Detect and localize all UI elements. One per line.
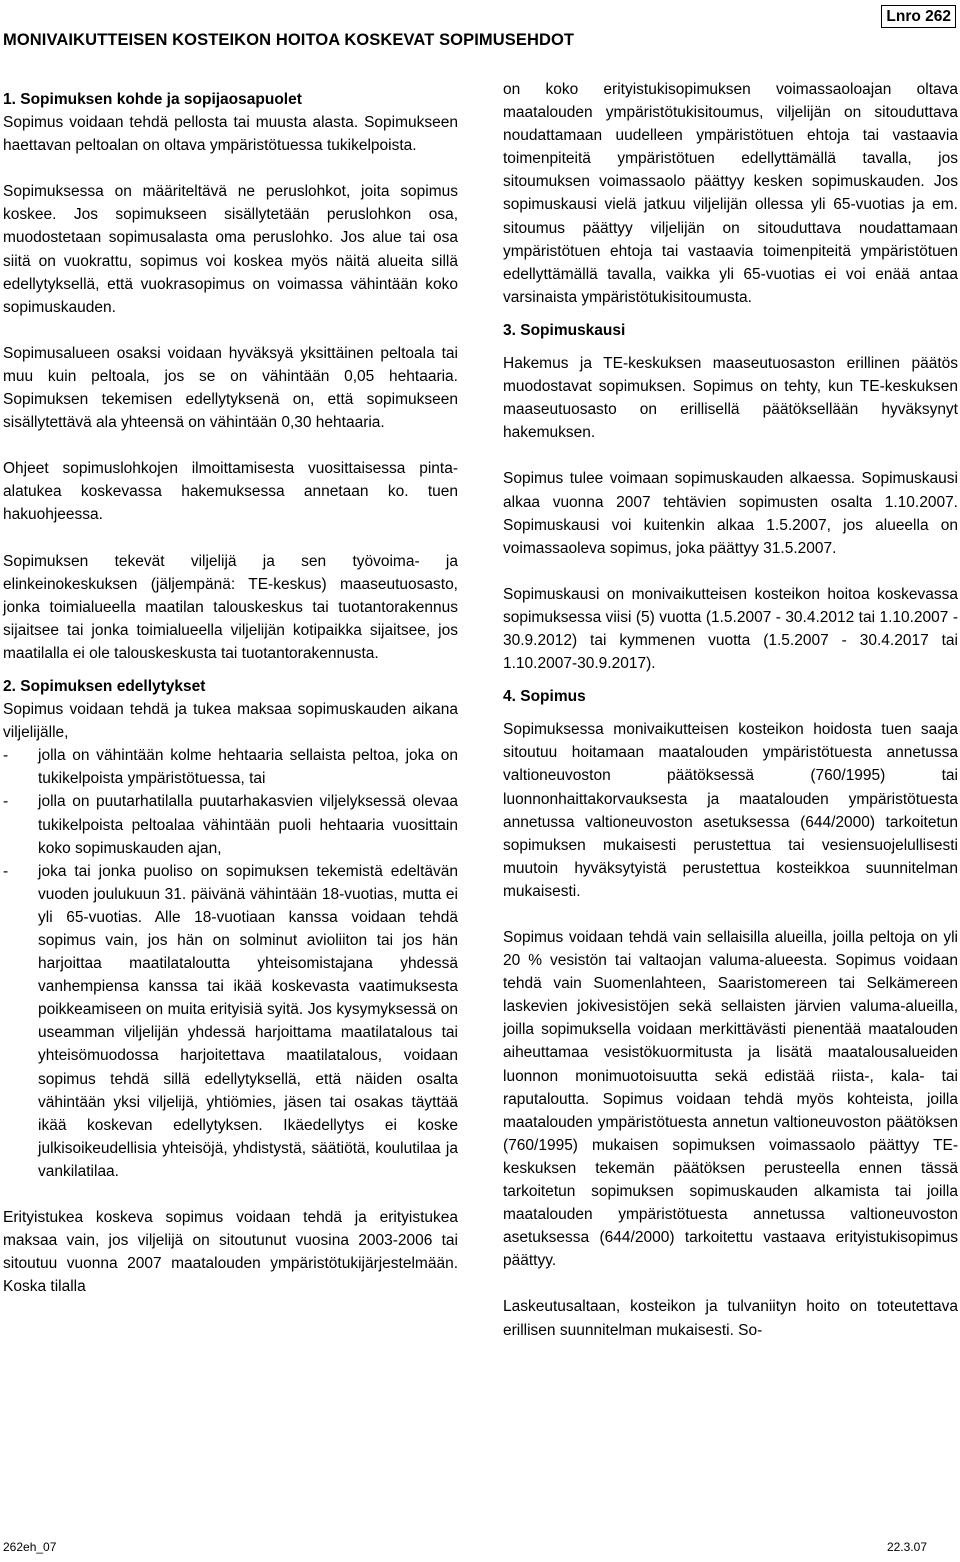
list-item <box>3 744 458 790</box>
footer-date: 22.3.07 <box>886 1540 927 1554</box>
list-item <box>3 790 458 859</box>
section-1-paragraph-5: Sopimuksen tekevät viljelijä ja sen työvoima- ja elinkeinokeskuksen (jäljempänä: TE-keskus) maaseutuosasto, jonka toimialueella maatilan talouskeskus tai tuotantorakennus sijaitsee tai jonka toimialueella viljelijän kotipaikka sijaitsee, jos maatilalla ei ole talouskeskusta tai tuotantorakennusta. <box>3 552 458 662</box>
section-2-heading: 2. Sopimuksen edellytykset <box>3 677 206 695</box>
footer-document-code: 262eh_07 <box>3 1540 57 1554</box>
section-1-paragraph-4: Ohjeet sopimuslohkojen ilmoittamisesta vuosittaisessa pinta-alatukea koskevassa hakemuksessa annetaan ko. tuen hakuohjeessa. <box>3 460 458 524</box>
section-4-paragraph-3: Laskeutusaltaan, kosteikon ja tulvaniityn hoito on toteutettava erillisen suunnitelman mukaisesti. So- <box>503 1298 958 1339</box>
list-dash: - <box>3 793 9 811</box>
section-2-paragraph-2: Erityistukea koskeva sopimus voidaan tehdä ja erityistukea maksaa vain, jos viljelijä on sitoutunut vuosina 2003-2006 tai sitoutuu vuonna 2007 maatalouden ympäristötukijärjestelmään. Koska tilalla <box>3 1209 458 1296</box>
list-item-text: jolla on puutarhatilalla puutarhakasvien viljelyksessä olevaa tukikelpoista peltoalaa vähintään puoli hehtaaria vuosittain koko sopimuskauden ajan, <box>38 793 458 857</box>
page-title: MONIVAIKUTTEISEN KOSTEIKON HOITOA KOSKEVAT SOPIMUSEHDOT <box>3 31 575 49</box>
section-2-paragraph-1: Sopimus voidaan tehdä ja tukea maksaa sopimuskauden aikana viljelijälle, <box>3 701 458 742</box>
right-column <box>503 78 958 1342</box>
section-3-heading: 3. Sopimuskausi <box>503 321 626 339</box>
list-item-text: jolla on vähintään kolme hehtaaria sellaista peltoa, joka on tukikelpoista ympäristötuessa, tai <box>38 747 458 788</box>
list-dash: - <box>3 747 9 765</box>
list-item <box>3 860 458 1183</box>
list-item-text: joka tai jonka puoliso on sopimuksen tekemistä edeltävän vuoden joulukuun 31. päivänä vähintään 18-vuotias, mutta ei yli 65-vuotias. Alle 18-vuotiaan kanssa voidaan tehdä sopimus vain, jos hän on solminut avioliiton tai jos hän harjoittaa maatilataloutta yhteisomistajana yhdessä vanhempiensa kanssa tai ikää koskevasta vaatimuksesta poikkeamiseen on muita erityisiä syitä. Jos kysymyksessä on useamman viljelijän yhdessä harjoittama maatilatalous tai yhteisömuodossa harjoitettava maatilatalous, voidaan sopimus tehdä sillä edellytyksellä, että näiden osalta vähintään yksi viljelijä, yhtiömies, jäsen tai osakas täyttää ikää koskevan edellytyksen. Ikäedellytys ei koske julkisoikeudellisia yhteisöjä, yhdistystä, säätiötä, koulutilaa ja vankilatilaa. <box>38 862 458 1180</box>
section-4-heading: 4. Sopimus <box>503 688 586 706</box>
section-1-paragraph-3: Sopimusalueen osaksi voidaan hyväksyä yksittäinen peltoala tai muu kuin peltoala, jos se on vähintään 0,05 hehtaaria. Sopimuksen tekemisen edellytyksenä on, että sopimukseen sisällytettävä ala yhteensä on vähintään 0,30 hehtaaria. <box>3 344 458 432</box>
section-2-continued-paragraph: on koko erityistukisopimuksen voimassaoloajan oltava maatalouden ympäristötukisitoumus, viljelijän on sitouduttava noudattamaan uudelleen ympäristötuen ehtoja tai vastaavia toimenpiteitä ympäristötuen edellyttämällä tavalla, jos sitoumuksen voimassaolo päättyy kesken sopimuskauden. Jos sopimuskausi vielä jatkuu viljelijän ollessa yli 65-vuotias ja em. sitoumus päättyy viljelijän on sitouduttava noudattamaan ympäristötuen ehtoja tai vastaavia toimenpiteitä ympäristötuen edellyttämällä tavalla, vaikka yli 65-vuotias ei voi enää antaa varsinaista ympäristötukisitoumusta. <box>503 81 958 306</box>
section-4-paragraph-1: Sopimuksessa monivaikutteisen kosteikon hoidosta tuen saaja sitoutuu hoitamaan maatalouden ympäristötuesta annetussa valtioneuvoston päätöksessä (760/1995) tai luonnonhaittakorvauksesta ja maatalouden ympäristötuesta annetussa valtioneuvoston asetuksessa (644/2000) tarkoitetun sopimuksen mukaisesti perustettua tai vesiensuojelullisesti muutoin hyväksytyistä perustettua kosteikkoa suunnitelman mukaisesti. <box>503 721 958 900</box>
section-1-paragraph-1: Sopimus voidaan tehdä pellosta tai muusta alasta. Sopimukseen haettavan peltoalan on oltava ympäristötuessa tukikelpoista. <box>3 114 458 155</box>
list-dash: - <box>3 862 9 880</box>
section-2-condition-list <box>3 744 458 1183</box>
section-1-heading: 1. Sopimuksen kohde ja sopijaosapuolet <box>3 91 302 108</box>
section-3-paragraph-2: Sopimus tulee voimaan sopimuskauden alkaessa. Sopimuskausi alkaa vuonna 2007 tehtävien sopimusten osalta 1.10.2007. Sopimuskausi voi kuitenkin alkaa 1.5.2007, jos alueella on voimassaoleva sopimus, joka päättyy 31.5.2007. <box>503 470 958 557</box>
section-4-paragraph-2: Sopimus voidaan tehdä vain sellaisilla alueilla, joilla peltoja on yli 20 % vesistön tai valtaojan valuma-alueesta. Sopimus voidaan tehdä vain Suomenlahteen, Saaristomereen tai Selkämereen laskevien jokivesistöjen sekä sellaisten järvien valuma-alueilla, joilla sopimuksella voidaan merkittävästi pienentää maatalouden aiheuttamaa vesistökuormitusta ja lisätä maatalousalueiden luonnon monimuotoisuutta sekä edistää riista-, kala- tai raputaloutta. Sopimus voidaan tehdä myös kohteista, joilla maatalouden ympäristötuesta annetun valtioneuvoston päätöksen (760/1995) mukaisen sopimuksen voimassaolo päättyy TE-keskuksen tekemän päätöksen perusteella ennen tässä tarkoitetun sopimuksen sopimuskauden alkamista tai joilla maatalouden ympäristötuesta annetussa valtioneuvoston asetuksessa (644/2000) tarkoitettu vastaava erityistukisopimus päättyy. <box>503 929 958 1270</box>
section-1-paragraph-2: Sopimuksessa on määriteltävä ne peruslohkot, joita sopimus koskee. Jos sopimukseen sisällytetään peruslohkon osa, muodostetaan sopimusalasta oma peruslohko. Jos alue tai osa siitä on vuokrattu, sopimus voi koskea myös näitä alueita sillä edellytyksellä, että vuokrasopimus on voimassa vähintään koko sopimuskauden. <box>3 183 458 316</box>
section-3-paragraph-3: Sopimuskausi on monivaikutteisen kosteikon hoitoa koskevassa sopimuksessa viisi (5) vuotta (1.5.2007 - 30.4.2012 tai 1.10.2007 - 30.9.2012) tai kymmenen vuotta (1.5.2007 - 30.4.2017 tai 1.10.2007-30.9.2017). <box>503 585 958 673</box>
form-number-box: Lnro 262 <box>881 5 956 28</box>
left-column <box>3 78 458 1298</box>
section-3-paragraph-1: Hakemus ja TE-keskuksen maaseutuosaston erillinen päätös muodostavat sopimuksen. Sopimus on tehty, kun TE-keskuksen maaseutuosasto on erillisellä päätöksellään hyväksynyt hakemuksen. <box>503 355 958 442</box>
